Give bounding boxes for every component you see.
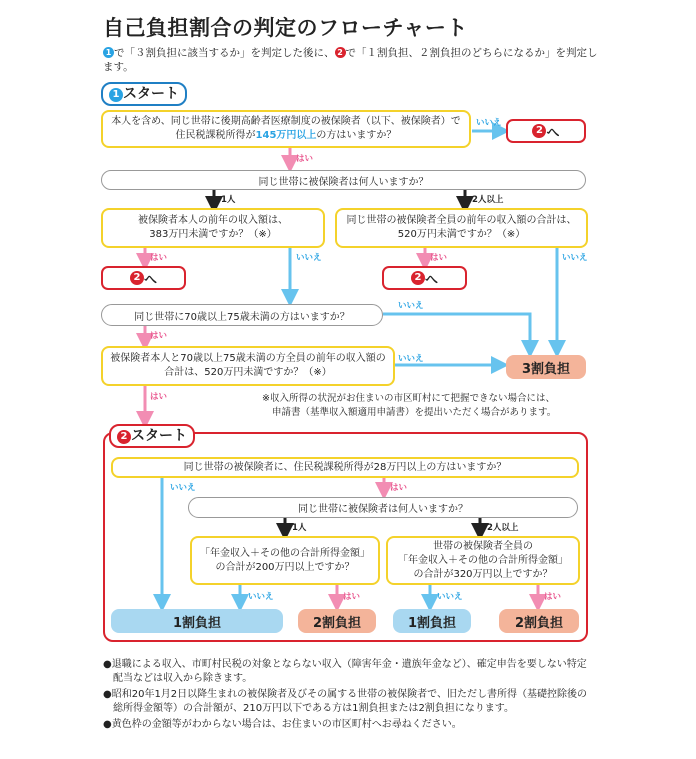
step1-badge: 1	[103, 47, 114, 58]
goto2-a-num: 2	[532, 124, 546, 138]
q9-yes-label: はい	[343, 592, 361, 602]
income-note	[262, 392, 592, 420]
start1-badge	[101, 82, 187, 106]
q3-no-label: いいえ	[296, 253, 322, 263]
result-2wari-a: 2割負担	[298, 609, 376, 633]
result-2wari-b: 2割負担	[499, 609, 579, 633]
q1-line2a: 住民税課税所得が	[175, 130, 256, 141]
q10-line2: 「年金収入＋その他の合計所得金額」	[398, 554, 568, 566]
footnotes	[103, 658, 593, 734]
footnote-2: ●昭和20年1月2日以降生まれの被保険者及びその属する世帯の被保険者で、旧ただし書所得（基礎控除後の総所得金額等）の合計額が、210万円以下である方は1割負担または2割負担になります。	[103, 689, 587, 714]
q4-no-label: いいえ	[562, 253, 588, 263]
start2-label: スタート	[131, 428, 187, 444]
goto2-box-c	[382, 266, 467, 290]
q5-yes-label: はい	[150, 331, 168, 341]
q9-box	[190, 536, 380, 585]
q6-line1: 被保険者本人と70歳以上75歳未満の方全員の前年の収入額の	[110, 353, 386, 364]
q3-yes-label: はい	[150, 253, 168, 263]
note-line2: 申請書（基準収入額適用申請書）を提出いただく場合があります。	[272, 407, 557, 418]
page-title: 自己負担割合の判定のフローチャート	[103, 16, 468, 40]
q9-line1: 「年金収入＋その他の合計所得金額」	[200, 547, 370, 559]
q4-yes-label: はい	[430, 253, 448, 263]
q9-no-label: いいえ	[248, 592, 274, 602]
q1-box	[101, 110, 471, 148]
result-3wari: 3割負担	[506, 355, 586, 379]
q3-box	[101, 208, 325, 248]
q3-line1: 被保険者本人の前年の収入額は、	[138, 215, 288, 226]
q10-line3: の合計が320万円以上ですか？	[413, 568, 553, 580]
intro-part2: で「１割負担、２割負担のどちらになるか」を判定します。	[103, 47, 598, 73]
q1-line2c: の方はいますか？	[316, 130, 397, 141]
start1-num: 1	[109, 88, 123, 102]
q1-line1: 本人を含め、同じ世帯に後期高齢者医療制度の被保険者（以下、被保険者）で	[111, 116, 461, 127]
q3-line2: 383万円未満ですか？（※）	[149, 229, 277, 240]
goto2-b-num: 2	[130, 271, 144, 285]
footnote-3: ●黄色枠の金額等がわからない場合は、お住まいの市区町村へお尋ねください。	[103, 719, 462, 730]
q10-line1: 世帯の被保険者全員の	[433, 540, 533, 552]
start2-badge	[109, 424, 195, 448]
q4-box	[335, 208, 588, 248]
q4-line1: 同じ世帯の被保険者全員の前年の収入額の合計は、	[346, 215, 577, 226]
footnote-1: ●退職による収入、市町村民税の対象とならない収入（障害年金・遺族年金など）、確定申告を要しない特定配当などは収入から除きます。	[103, 659, 587, 684]
start2-num: 2	[117, 430, 131, 444]
q6-no-label: いいえ	[398, 354, 424, 364]
q6-line2: 合計は、520万円未満ですか？（※）	[164, 367, 332, 378]
q10-box	[386, 536, 580, 585]
q10-yes-label: はい	[544, 592, 562, 602]
goto2-c-label: へ	[424, 272, 438, 288]
result-1wari-a: 1割負担	[111, 609, 283, 633]
q1-no-label: いいえ	[476, 118, 502, 128]
goto2-c-num: 2	[411, 271, 425, 285]
q9-line2: の合計が200万円以上ですか？	[215, 561, 355, 573]
q7-yes-label: はい	[390, 483, 408, 493]
goto2-box-b	[101, 266, 186, 290]
q2-two-label: 2人以上	[472, 195, 504, 205]
q10-no-label: いいえ	[437, 592, 463, 602]
q5-box: 同じ世帯に70歳以上75歳未満の方はいますか？	[101, 304, 383, 326]
q1-amount: 145万円以上	[255, 130, 317, 141]
q1-yes-label: はい	[296, 154, 314, 164]
step2-badge: 2	[335, 47, 346, 58]
goto2-a-label: へ	[546, 125, 560, 141]
q6-box	[101, 346, 395, 386]
result-1wari-b: 1割負担	[393, 609, 471, 633]
q8-one-label: 1人	[292, 523, 307, 533]
note-line1: ※収入所得の状況がお住まいの市区町村にて把握できない場合には、	[262, 393, 555, 404]
goto2-box-a	[506, 119, 586, 143]
q4-line2: 520万円未満ですか？（※）	[397, 229, 526, 240]
intro-part1: で「３割負担に該当するか」を判定した後に、	[114, 47, 335, 59]
start1-label: スタート	[123, 86, 179, 102]
q5-no-label: いいえ	[398, 301, 424, 311]
goto2-b-label: へ	[143, 272, 157, 288]
q7-box: 同じ世帯の被保険者に、住民税課税所得が28万円以上の方はいますか？	[111, 457, 579, 478]
q8-box: 同じ世帯に被保険者は何人いますか？	[188, 497, 578, 518]
q2-box: 同じ世帯に被保険者は何人いますか？	[101, 170, 586, 190]
q7-no-label: いいえ	[170, 483, 196, 493]
q8-two-label: 2人以上	[487, 523, 519, 533]
q2-one-label: 1人	[221, 195, 236, 205]
q6-yes-label: はい	[150, 392, 168, 402]
